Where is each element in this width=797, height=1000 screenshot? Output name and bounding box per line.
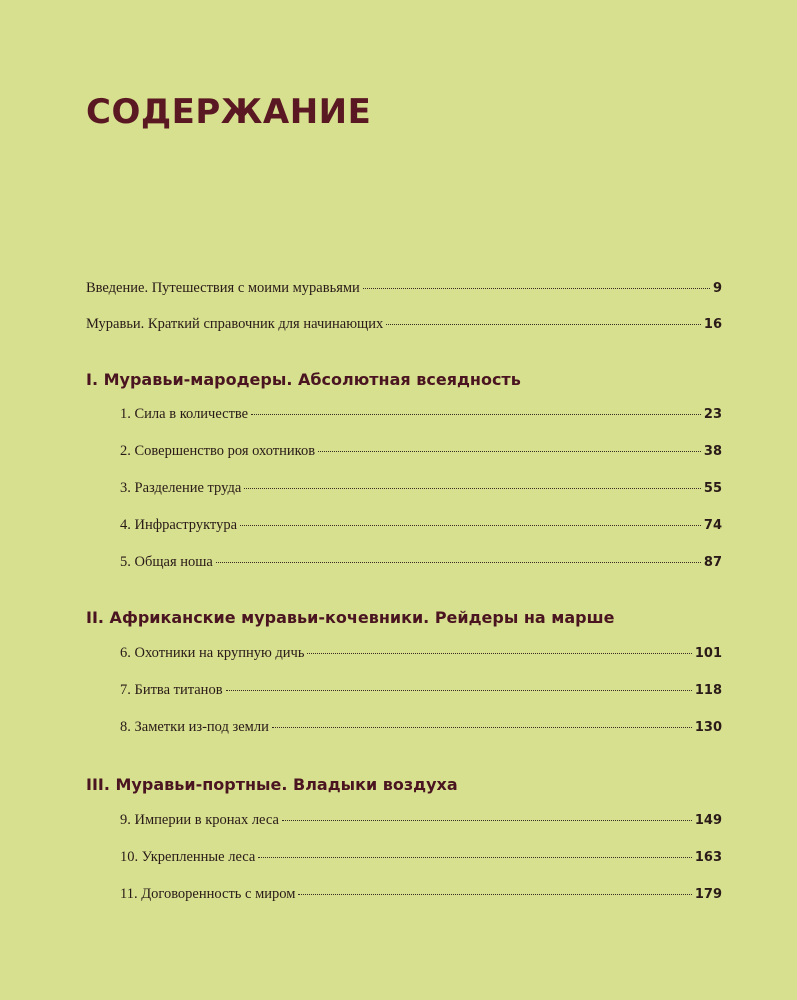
dot-leader	[282, 820, 692, 821]
toc-entry-chapter-8[interactable]	[120, 719, 722, 743]
dot-leader	[318, 451, 701, 452]
toc-entry-chapter-4[interactable]	[120, 517, 722, 541]
toc-entry-title: 6. Охотники на крупную дичь	[120, 645, 305, 661]
toc-page-number: 74	[703, 518, 722, 533]
toc-entry-chapter-5[interactable]	[120, 554, 722, 578]
toc-page-number: 38	[703, 444, 722, 459]
toc-entry-chapter-11[interactable]	[120, 886, 722, 910]
page-title: СОДЕРЖАНИЕ	[86, 92, 372, 132]
toc-entry-title: 9. Империи в кронах леса	[120, 812, 279, 828]
toc-page-number: 9	[712, 281, 722, 296]
toc-page-number: 16	[703, 317, 722, 332]
toc-page-number: 118	[694, 683, 722, 698]
toc-entry-chapter-1[interactable]	[120, 406, 722, 430]
toc-entry-chapter-3[interactable]	[120, 480, 722, 504]
dot-leader	[226, 690, 692, 691]
toc-entry-reference[interactable]	[86, 316, 722, 340]
toc-page-number: 101	[694, 646, 722, 661]
toc-entry-title: 11. Договоренность с миром	[120, 886, 296, 902]
toc-entry-title: 8. Заметки из-под земли	[120, 719, 269, 735]
toc-entry-title: 5. Общая ноша	[120, 554, 213, 570]
toc-page-number: 179	[694, 887, 722, 902]
toc-entry-chapter-2[interactable]	[120, 443, 722, 467]
dot-leader	[240, 525, 701, 526]
toc-entry-title: 3. Разделение труда	[120, 480, 242, 496]
toc-entry-title: Введение. Путешествия с моими муравьями	[86, 280, 360, 296]
toc-entry-title: 2. Совершенство роя охотников	[120, 443, 316, 459]
toc-entry-title: 10. Укрепленные леса	[120, 849, 256, 865]
toc-entry-chapter-10[interactable]	[120, 849, 722, 873]
part-title-2[interactable]: II. Африканские муравьи-кочевники. Рейдеры на марше	[86, 608, 615, 627]
part-title-3[interactable]: III. Муравьи-портные. Владыки воздуха	[86, 775, 458, 794]
part-title-1[interactable]: I. Муравьи-мародеры. Абсолютная всеядность	[86, 370, 521, 389]
toc-page-number: 55	[703, 481, 722, 496]
dot-leader	[386, 324, 701, 325]
toc-entry-title: 4. Инфраструктура	[120, 517, 238, 533]
toc-page-number: 87	[703, 555, 722, 570]
dot-leader	[298, 894, 691, 895]
toc-entry-chapter-7[interactable]	[120, 682, 722, 706]
toc-entry-intro[interactable]	[86, 280, 722, 304]
dot-leader	[363, 288, 710, 289]
toc-entry-title: Муравьи. Краткий справочник для начинающих	[86, 316, 384, 332]
toc-page-number: 23	[703, 407, 722, 422]
dot-leader	[307, 653, 691, 654]
dot-leader	[216, 562, 701, 563]
dot-leader	[272, 727, 692, 728]
dot-leader	[251, 414, 701, 415]
toc-entry-title: 7. Битва титанов	[120, 682, 223, 698]
dot-leader	[258, 857, 692, 858]
toc-page-number: 163	[694, 850, 722, 865]
toc-entry-chapter-9[interactable]	[120, 812, 722, 836]
toc-entry-title: 1. Сила в количестве	[120, 406, 249, 422]
toc-page-number: 130	[694, 720, 722, 735]
toc-page-number: 149	[694, 813, 722, 828]
dot-leader	[244, 488, 701, 489]
toc-entry-chapter-6[interactable]	[120, 645, 722, 669]
